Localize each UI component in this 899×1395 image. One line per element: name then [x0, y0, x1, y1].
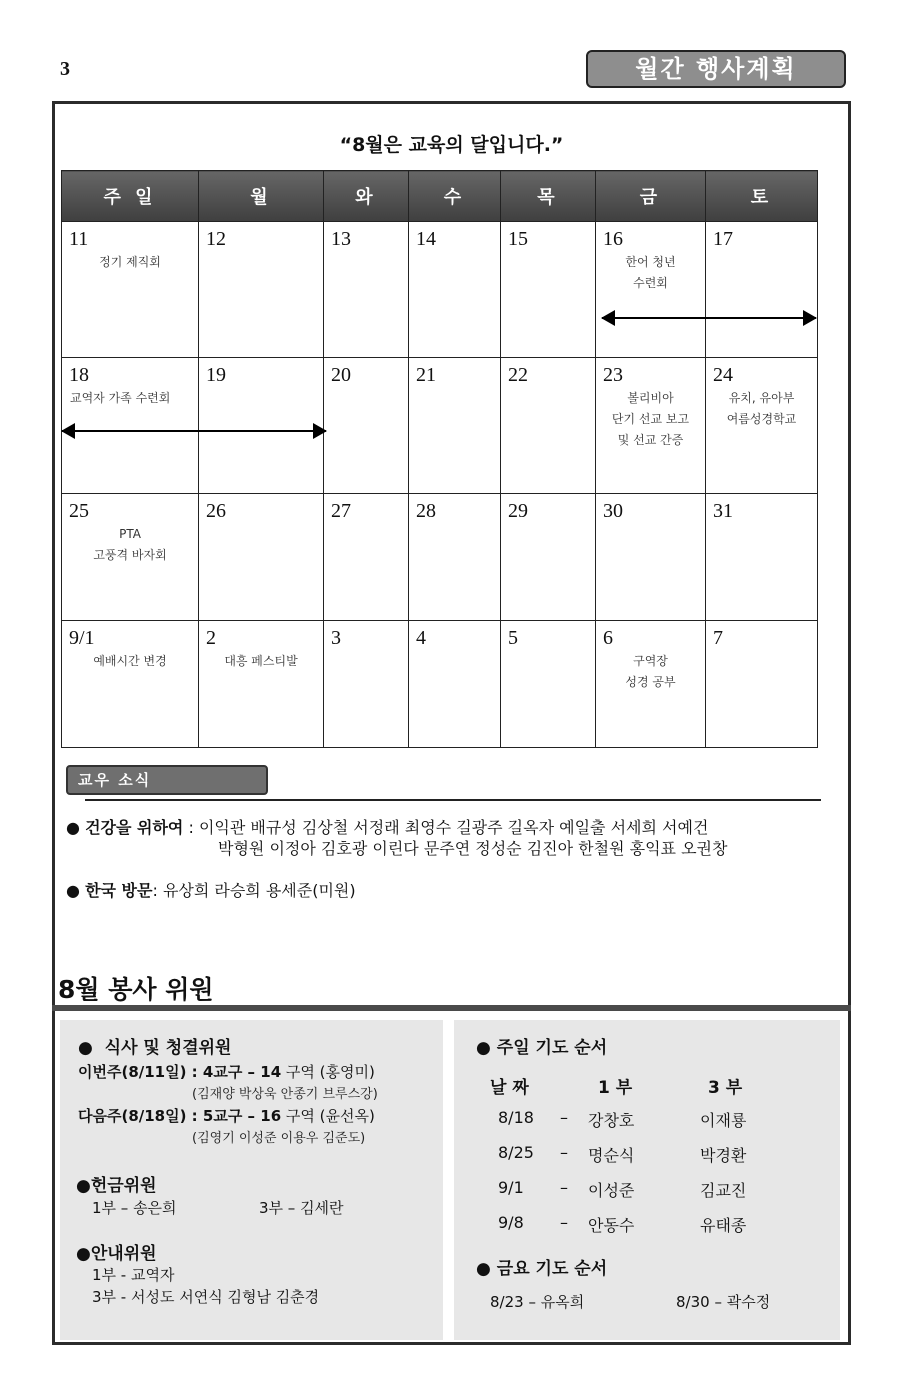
day-number: 7 [713, 627, 723, 649]
sunday-prayer-heading: ● 주일 기도 순서 [476, 1038, 608, 1058]
span-arrow-staff-retreat [62, 430, 326, 432]
event-text: 및 선교 간증 [617, 433, 684, 447]
day-number: 13 [331, 228, 351, 250]
visit-names: : 유상희 라승희 용세준(미원) [152, 881, 356, 900]
health-names-line2: 박형원 이정아 김호광 이린다 문주연 정성순 김진아 한철원 홍익표 오권창 [218, 839, 728, 858]
day-number: 4 [416, 627, 426, 649]
calendar-day-cell [596, 621, 706, 748]
calendar-day-cell [324, 358, 409, 494]
day-number: 6 [603, 627, 613, 649]
arrow-head-left [61, 423, 75, 439]
prayer-third: 이재룡 [700, 1111, 747, 1130]
meal-next-week: 다음주(8/18일) : 5교구 – 16 구역 (윤선옥) [78, 1107, 375, 1125]
weekday-sunday: 주 일 [62, 171, 199, 222]
event-text: 대흥 페스티발 [224, 654, 298, 668]
event-text: 정기 제직회 [99, 255, 161, 269]
bullet: ● [66, 818, 80, 837]
event-text: 구역장 [633, 654, 668, 668]
event-text: PTA [119, 527, 141, 541]
page-number: 3 [60, 58, 70, 80]
event-text: 성경 공부 [625, 675, 676, 689]
offering-first: 1부 – 송은희 [92, 1199, 177, 1217]
event-text: 볼리비아 [627, 391, 674, 405]
calendar-day-cell [324, 222, 409, 358]
day-number: 23 [603, 364, 623, 386]
prayer-date: 9/8 [498, 1213, 524, 1232]
calendar-day-cell [596, 494, 706, 621]
prayer-dash: – [560, 1178, 568, 1197]
visit-news [66, 880, 356, 901]
news-title: 교우 소식 [66, 765, 268, 795]
visit-label: 한국 방문 [85, 881, 153, 900]
weekday-wednesday: 수 [409, 171, 501, 222]
calendar-day-cell [62, 358, 199, 494]
event-text: 단기 선교 보고 [611, 412, 690, 426]
prayer-dash: – [560, 1143, 568, 1162]
arrow-head-right [803, 310, 817, 326]
calendar-day-cell [596, 222, 706, 358]
day-number: 14 [416, 228, 436, 250]
weekday-thursday: 목 [501, 171, 596, 222]
offering-heading: ●헌금위원 [76, 1176, 157, 1196]
month-title: “8월은 교육의 달입니다.” [339, 134, 564, 156]
calendar-day-cell [706, 358, 818, 494]
col-third: 3 부 [708, 1078, 743, 1098]
meal-this-week-members: (김재양 박상욱 안종기 브루스강) [192, 1087, 378, 1102]
calendar-week-row [62, 621, 818, 748]
bullet: ● [66, 881, 80, 900]
calendar-day-cell [62, 621, 199, 748]
day-number: 15 [508, 228, 528, 250]
friday-entry-1: 8/23 – 유옥희 [490, 1293, 585, 1311]
event-text: 수련회 [633, 276, 668, 290]
day-number: 31 [713, 500, 733, 522]
calendar-day-cell [199, 358, 324, 494]
day-number: 11 [69, 228, 89, 250]
calendar-day-cell [409, 358, 501, 494]
day-number: 16 [603, 228, 623, 250]
prayer-first: 안동수 [588, 1216, 635, 1235]
usher-third: 3부 - 서성도 서연식 김형남 김춘경 [92, 1288, 320, 1306]
calendar-day-cell [324, 621, 409, 748]
day-number: 26 [206, 500, 226, 522]
section-title: 월간 행사계획 [586, 50, 846, 88]
day-number: 2 [206, 627, 216, 649]
calendar-week-row [62, 222, 818, 358]
day-number: 18 [69, 364, 89, 386]
day-number: 30 [603, 500, 623, 522]
arrow-head-left [601, 310, 615, 326]
meal-heading: ● 식사 및 청결위원 [78, 1038, 232, 1058]
calendar-day-cell [501, 222, 596, 358]
event-text: 고풍격 바자회 [93, 548, 167, 562]
volunteers-divider [52, 1005, 851, 1011]
arrow-head-right [313, 423, 327, 439]
day-number: 21 [416, 364, 436, 386]
day-number: 3 [331, 627, 341, 649]
day-number: 5 [508, 627, 518, 649]
col-date: 날 짜 [490, 1078, 529, 1098]
prayer-date: 9/1 [498, 1178, 524, 1197]
meal-this-week: 이번주(8/11일) : 4교구 – 14 구역 (홍영미) [78, 1063, 375, 1081]
offering-third: 3부 – 김세란 [259, 1199, 344, 1217]
volunteers-title: 8월 봉사 위원 [58, 975, 214, 1004]
usher-first: 1부 - 교역자 [92, 1266, 175, 1284]
day-number: 27 [331, 500, 351, 522]
weekday-monday: 월 [199, 171, 324, 222]
prayer-first: 명순식 [588, 1146, 635, 1165]
event-text: 교역자 가족 수련회 [70, 391, 171, 405]
health-news [66, 817, 708, 838]
calendar-day-cell [501, 358, 596, 494]
calendar-day-cell [409, 621, 501, 748]
news-divider [85, 799, 821, 801]
prayer-third: 박경환 [700, 1146, 747, 1165]
calendar-day-cell [706, 494, 818, 621]
friday-prayer-heading: ● 금요 기도 순서 [476, 1259, 608, 1279]
weekday-header-row [62, 171, 818, 222]
calendar-day-cell [706, 222, 818, 358]
day-number: 19 [206, 364, 226, 386]
calendar-day-cell [501, 494, 596, 621]
event-text: 예배시간 변경 [93, 654, 167, 668]
calendar-day-cell [199, 222, 324, 358]
event-text: 유치, 유아부 [728, 391, 795, 405]
calendar-day-cell [62, 222, 199, 358]
calendar-day-cell [324, 494, 409, 621]
calendar-day-cell [199, 621, 324, 748]
prayer-first: 강창호 [588, 1111, 635, 1130]
weekday-friday: 금 [596, 171, 706, 222]
meal-next-week-members: (김영기 이성준 이용우 김준도) [192, 1131, 366, 1146]
day-number: 9/1 [69, 627, 95, 649]
calendar-day-cell [706, 621, 818, 748]
weekday-tuesday: 와 [324, 171, 409, 222]
calendar-day-cell [409, 222, 501, 358]
day-number: 20 [331, 364, 351, 386]
span-arrow-youth-retreat [602, 317, 816, 319]
right-panel [454, 1020, 840, 1340]
day-number: 22 [508, 364, 528, 386]
prayer-date: 8/18 [498, 1108, 534, 1127]
weekday-saturday: 토 [706, 171, 818, 222]
prayer-dash: – [560, 1108, 568, 1127]
calendar-day-cell [199, 494, 324, 621]
event-text: 여름성경학교 [726, 412, 797, 426]
prayer-third: 김교진 [700, 1181, 747, 1200]
calendar-day-cell [596, 358, 706, 494]
event-text: 한어 청년 [625, 255, 676, 269]
left-panel [60, 1020, 443, 1340]
calendar-table [61, 170, 818, 748]
prayer-dash: – [560, 1213, 568, 1232]
calendar-week-row [62, 494, 818, 621]
prayer-first: 이성준 [588, 1181, 635, 1200]
day-number: 24 [713, 364, 733, 386]
day-number: 25 [69, 500, 89, 522]
prayer-date: 8/25 [498, 1143, 534, 1162]
calendar-day-cell [409, 494, 501, 621]
day-number: 12 [206, 228, 226, 250]
prayer-third: 유태종 [700, 1216, 747, 1235]
calendar-day-cell [501, 621, 596, 748]
day-number: 28 [416, 500, 436, 522]
usher-heading: ●안내위원 [76, 1244, 157, 1264]
friday-entry-2: 8/30 – 곽수정 [676, 1293, 771, 1311]
col-first: 1 부 [598, 1078, 633, 1098]
calendar-day-cell [62, 494, 199, 621]
day-number: 29 [508, 500, 528, 522]
day-number: 17 [713, 228, 733, 250]
health-label: 건강을 위하여 [85, 818, 184, 837]
health-names-line1: : 이익관 배규성 김상철 서정래 최영수 길광주 길옥자 예일출 서세희 서예건 [188, 818, 709, 837]
calendar-week-row [62, 358, 818, 494]
